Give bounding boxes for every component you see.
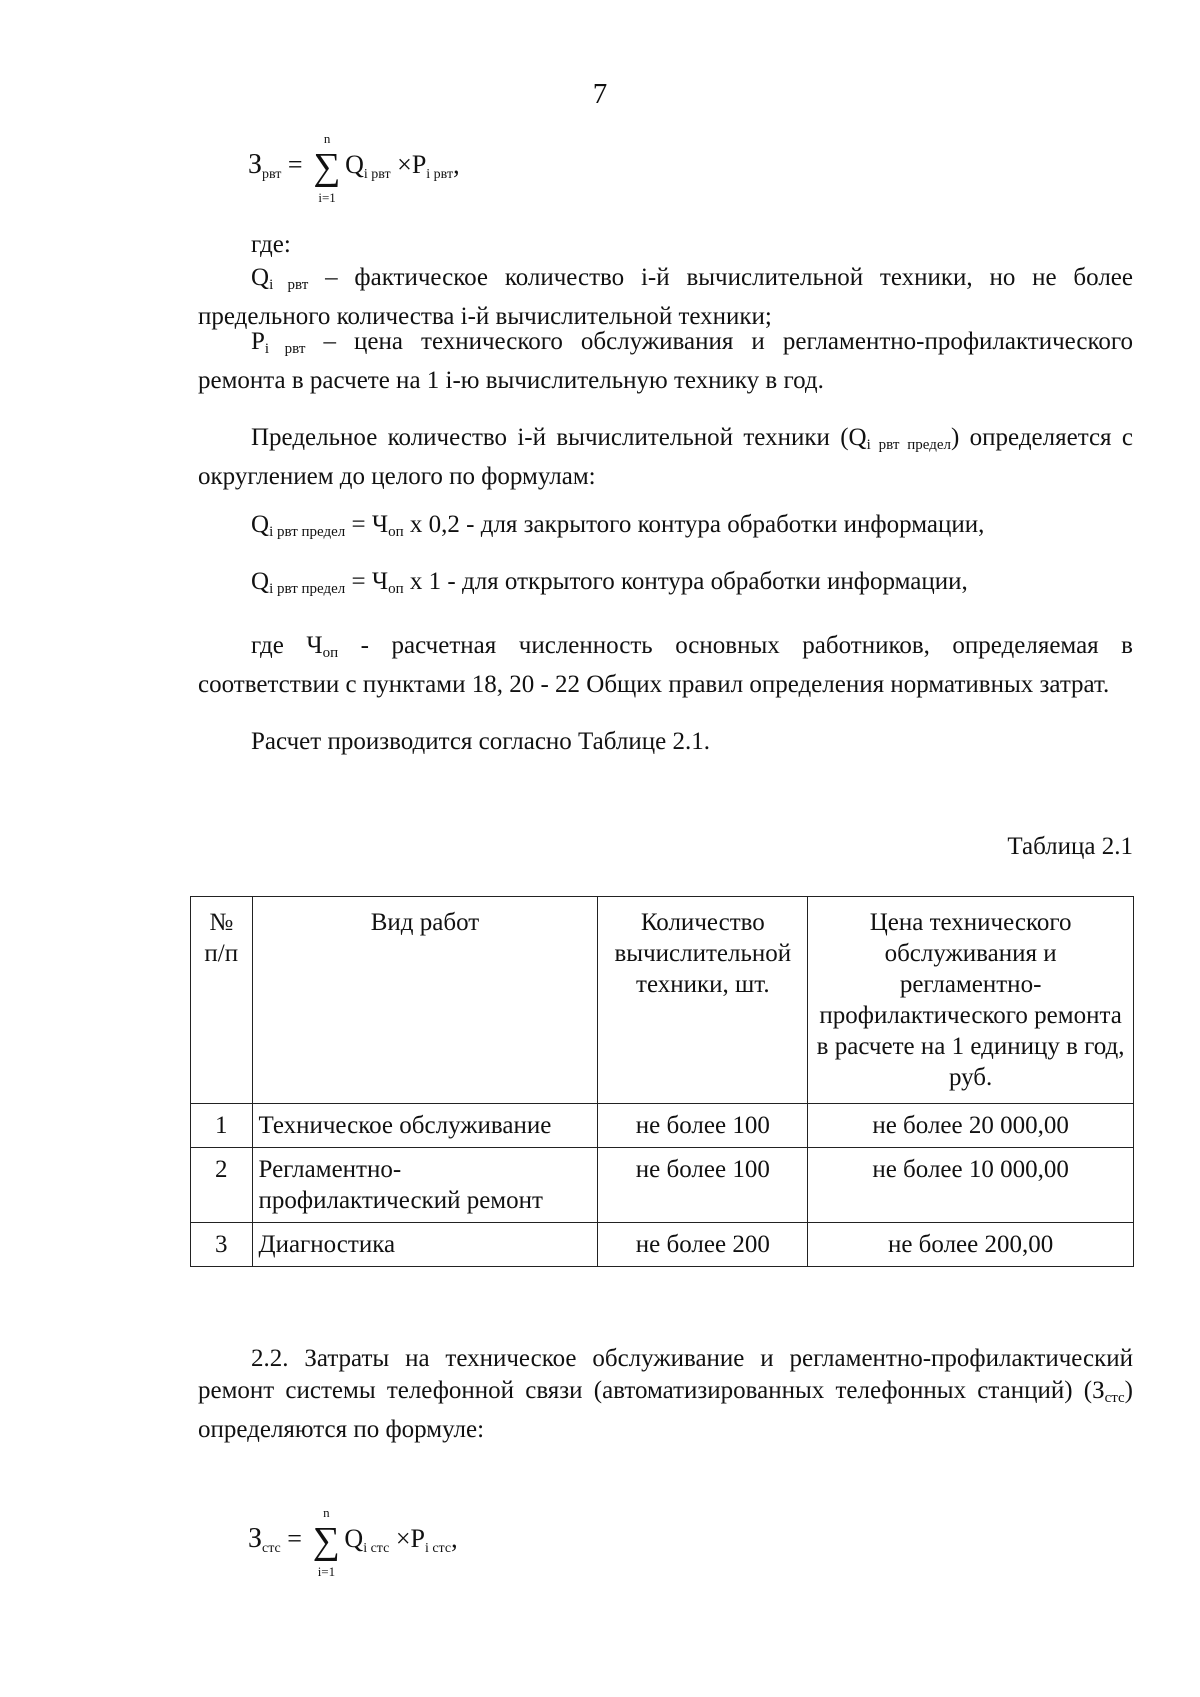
limit-tail: ) определяется с округлением до целого по формулам:: [198, 424, 1133, 490]
open-q-subscript: i рвт предел: [269, 581, 346, 597]
open-q: Q: [251, 568, 270, 595]
cell-number: 3: [191, 1223, 253, 1267]
cell-quantity: не более 200: [598, 1223, 808, 1267]
table-header-row: [191, 897, 1134, 1104]
formula-q-subscript: i рвт: [363, 167, 391, 182]
formula-tail: ,: [451, 1524, 458, 1553]
cell-work-type: Диагностика: [252, 1223, 598, 1267]
equals-sign: =: [287, 150, 303, 179]
cell-work-type: Техническое обслуживание: [252, 1104, 598, 1148]
sum-lower-limit: i=1: [318, 190, 336, 205]
formula-open-contour: [251, 568, 968, 598]
cell-price: не более 10 000,00: [808, 1148, 1134, 1223]
closed-ch-subscript: оп: [388, 524, 404, 540]
where-ch-text: где Ч: [251, 632, 323, 659]
cost-table: [190, 896, 1134, 1267]
where-ch-subscript: оп: [322, 645, 339, 661]
formula-q: Q: [345, 150, 364, 179]
section-2-2-subscript: стс: [1104, 1390, 1125, 1406]
table-row: [191, 1104, 1134, 1148]
limit-text: Предельное количество i-й вычислительной техники (Q: [251, 424, 867, 451]
cell-number: 2: [191, 1148, 253, 1223]
formula-q-subscript: i стс: [363, 1541, 390, 1556]
cell-number: 1: [191, 1104, 253, 1148]
formula-stc: [248, 1505, 458, 1579]
table-row: [191, 1223, 1134, 1267]
times-sign: ×: [397, 150, 412, 179]
section-2-2: [198, 1343, 1133, 1446]
closed-rest: х 0,2 - для закрытого контура обработки информации,: [403, 511, 985, 538]
formula-symbol: З: [248, 1523, 263, 1554]
formula-closed-contour: [251, 511, 984, 541]
sum-upper-limit: n: [323, 1505, 330, 1520]
closed-q-subscript: i рвт предел: [269, 524, 346, 540]
formula-p-subscript: i стс: [424, 1541, 452, 1556]
where-ch-tail: - расчетная численность основных работников, определяемая в соответствии с пунктами 18, 20 - 22 Общих правил определения нормативных затрат.: [198, 632, 1133, 698]
sum-icon: ∑ n i=1: [312, 1505, 340, 1579]
header-work-type: Вид работ: [252, 897, 598, 1104]
page-number: 7: [592, 78, 608, 110]
formula-p: P: [410, 1524, 425, 1553]
formula-p: P: [411, 150, 427, 179]
formula-p-subscript: i рвт: [426, 167, 454, 182]
definition-q-symbol: Q: [251, 264, 270, 291]
header-price: Цена технического обслуживания и регламентно-профилактического ремонта в расчете на 1 единицу в год, руб.: [808, 897, 1134, 1104]
sum-upper-limit: n: [323, 131, 331, 146]
where-label: где:: [251, 231, 291, 258]
limit-subscript: i рвт предел: [866, 437, 951, 453]
formula-q: Q: [344, 1524, 364, 1553]
definition-p: [198, 326, 1133, 397]
definition-p-text: – цена технического обслуживания и регламентно-профилактического ремонта в расчете на 1 i-ю вычислительную технику в год.: [198, 328, 1133, 394]
formula-tail: ,: [453, 150, 460, 179]
formula-subscript: рвт: [262, 167, 282, 182]
cell-work-type: Регламентно-профилактический ремонт: [252, 1148, 598, 1223]
formula-rvt: [248, 131, 460, 205]
definition-q: [198, 262, 1133, 333]
cell-quantity: не более 100: [598, 1148, 808, 1223]
definition-q-subscript: i рвт: [269, 277, 309, 293]
where-ch-paragraph: [198, 630, 1133, 701]
times-sign: ×: [395, 1524, 411, 1553]
cell-price: не более 200,00: [808, 1223, 1134, 1267]
formula-subscript: стс: [262, 1541, 281, 1556]
definition-p-subscript: i рвт: [264, 341, 306, 357]
limit-paragraph: [198, 422, 1133, 493]
cell-quantity: не более 100: [598, 1104, 808, 1148]
formula-symbol: З: [248, 149, 263, 180]
open-rest: х 1 - для открытого контура обработки информации,: [403, 568, 968, 595]
equals-sign: =: [287, 1524, 302, 1553]
table-caption: Таблица 2.1: [1007, 833, 1133, 860]
calc-paragraph: Расчет производится согласно Таблице 2.1.: [251, 728, 710, 755]
section-2-2-text: 2.2. Затраты на техническое обслуживание и регламентно-профилактический ремонт системы телефонной связи (автоматизированных телефонных станций) (З: [198, 1345, 1133, 1404]
open-ch-subscript: оп: [388, 581, 404, 597]
closed-q: Q: [251, 511, 270, 538]
sum-lower-limit: i=1: [317, 1564, 336, 1579]
definition-p-symbol: P: [251, 328, 265, 355]
open-eq: = Ч: [345, 568, 389, 595]
closed-eq: = Ч: [345, 511, 389, 538]
header-quantity: Количество вычислительной техники, шт.: [598, 897, 808, 1104]
sum-icon: ∑ n i=1: [313, 131, 341, 205]
header-number: № п/п: [191, 897, 253, 1104]
section-2-2-tail: ) определяются по формуле:: [198, 1377, 1133, 1443]
table-row: [191, 1148, 1134, 1223]
cell-price: не более 20 000,00: [808, 1104, 1134, 1148]
definition-q-text: – фактическое количество i-й вычислительной техники, но не более предельного количества i-й вычислительной техники;: [198, 264, 1133, 330]
